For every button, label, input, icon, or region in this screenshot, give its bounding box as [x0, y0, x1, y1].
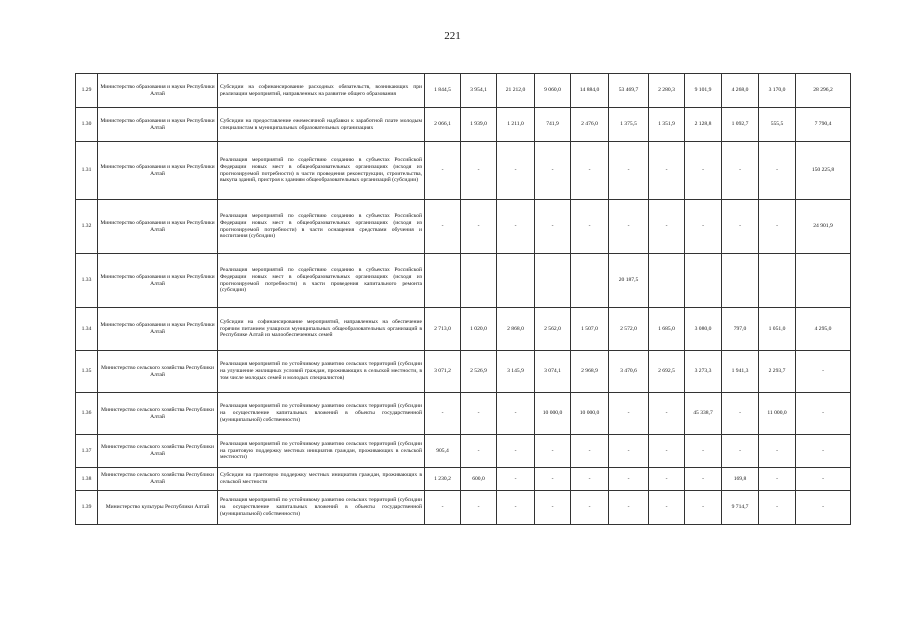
amount-cell: - — [685, 200, 722, 254]
amount-cell: 11 000,0 — [759, 393, 796, 435]
amount-cell: 1 211,0 — [497, 108, 535, 142]
amount-cell: - — [796, 435, 851, 468]
ministry-cell: Министерство образования и науки Республики Алтай — [98, 200, 218, 254]
amount-cell: 1 020,0 — [461, 308, 497, 351]
amount-cell: 2 066,1 — [425, 108, 461, 142]
amount-cell: 2 868,0 — [497, 308, 535, 351]
amount-cell: 1 844,5 — [425, 74, 461, 108]
amount-cell: - — [497, 142, 535, 200]
amount-cell: 9 060,0 — [535, 74, 571, 108]
amount-cell: - — [722, 393, 759, 435]
amount-cell: 1 939,0 — [461, 108, 497, 142]
ministry-cell: Министерство образования и науки Республики Алтай — [98, 254, 218, 308]
description-cell: Реализация мероприятий по устойчивому развитию сельских территорий (субсидии на улучшение жилищных условий граждан, проживающих в сельской местности, в том числе молодых семей и молодых специалистов) — [218, 351, 425, 393]
amount-cell: - — [796, 351, 851, 393]
table-row — [76, 108, 851, 142]
amount-cell: - — [759, 200, 796, 254]
table-row — [76, 74, 851, 108]
amount-cell: 2 293,7 — [759, 351, 796, 393]
amount-cell: 1 351,9 — [649, 108, 685, 142]
amount-cell: - — [535, 468, 571, 491]
amount-cell: - — [497, 468, 535, 491]
row-number: 1.31 — [76, 142, 98, 200]
amount-cell: 10 000,0 — [571, 393, 609, 435]
ministry-cell: Министерство сельского хозяйства Республики Алтай — [98, 393, 218, 435]
amount-cell: 20 187,5 — [609, 254, 649, 308]
table-row — [76, 351, 851, 393]
amount-cell: 2 692,5 — [649, 351, 685, 393]
amount-cell: 3 071,2 — [425, 351, 461, 393]
amount-cell: 3 074,1 — [535, 351, 571, 393]
amount-cell — [571, 254, 609, 308]
amount-cell: 2 476,0 — [571, 108, 609, 142]
description-cell: Реализация мероприятий по устойчивому развитию сельских территорий (субсидии на осуществление капитальных вложений в объекты государственной (муниципальной) собственности) — [218, 491, 425, 525]
ministry-cell: Министерство образования и науки Республики Алтай — [98, 308, 218, 351]
amount-cell: 2 572,0 — [609, 308, 649, 351]
amount-cell: 7 790,4 — [796, 108, 851, 142]
amount-cell: - — [685, 468, 722, 491]
amount-cell: 1 230,2 — [425, 468, 461, 491]
description-cell: Субсидии на софинансирование расходных обязательств, возникающих при реализации мероприятий, направленных на развитие общего образования — [218, 74, 425, 108]
amount-cell: 53 469,7 — [609, 74, 649, 108]
ministry-cell: Министерство сельского хозяйства Республики Алтай — [98, 351, 218, 393]
amount-cell: 2 128,8 — [685, 108, 722, 142]
amount-cell: - — [425, 200, 461, 254]
amount-cell: - — [759, 435, 796, 468]
amount-cell: 9 101,9 — [685, 74, 722, 108]
amount-cell: - — [609, 200, 649, 254]
amount-cell: 3 145,9 — [497, 351, 535, 393]
row-number: 1.36 — [76, 393, 98, 435]
ministry-cell: Министерство сельского хозяйства Республики Алтай — [98, 435, 218, 468]
row-number: 1.30 — [76, 108, 98, 142]
amount-cell — [796, 254, 851, 308]
amount-cell: - — [649, 491, 685, 525]
amount-cell: - — [759, 491, 796, 525]
amount-cell: 150 225,8 — [796, 142, 851, 200]
amount-cell: 9 714,7 — [722, 491, 759, 525]
ministry-cell: Министерство сельского хозяйства Республики Алтай — [98, 468, 218, 491]
table-row — [76, 200, 851, 254]
ministry-cell: Министерство культуры Республики Алтай — [98, 491, 218, 525]
amount-cell: - — [609, 142, 649, 200]
amount-cell: - — [685, 491, 722, 525]
amount-cell: - — [425, 142, 461, 200]
description-cell: Реализация мероприятий по содействию созданию в субъектах Российской Федерации новых мест в общеобразовательных организациях (исходя из прогнозируемой потребности) в части оснащения средствами обучения и воспитания (субсидии) — [218, 200, 425, 254]
table-row — [76, 393, 851, 435]
row-number: 1.29 — [76, 74, 98, 108]
description-cell: Реализация мероприятий по содействию созданию в субъектах Российской Федерации новых мест в общеобразовательных организациях (исходя из прогнозируемой потребности) в части проведения капитального ремонта (субсидии) — [218, 254, 425, 308]
amount-cell — [461, 254, 497, 308]
amount-cell: - — [796, 468, 851, 491]
description-cell: Реализация мероприятий по устойчивому развитию сельских территорий (субсидии на осуществление капитальных вложений в объекты государственной (муниципальной) собственности) — [218, 393, 425, 435]
amount-cell: 10 000,0 — [535, 393, 571, 435]
amount-cell: - — [571, 435, 609, 468]
ministry-cell: Министерство образования и науки Республики Алтай — [98, 74, 218, 108]
row-number: 1.38 — [76, 468, 98, 491]
amount-cell — [425, 254, 461, 308]
description-cell: Субсидии на предоставление ежемесячной надбавки к заработной плате молодым специалистам в муниципальных образовательных организациях — [218, 108, 425, 142]
amount-cell: 24 901,9 — [796, 200, 851, 254]
amount-cell: - — [571, 468, 609, 491]
amount-cell: - — [649, 468, 685, 491]
amount-cell: - — [649, 200, 685, 254]
amount-cell: - — [461, 435, 497, 468]
page-number: 221 — [444, 30, 461, 42]
amount-cell: - — [571, 142, 609, 200]
description-cell: Реализация мероприятий по содействию созданию в субъектах Российской Федерации новых мест в общеобразовательных организациях (исходя из прогнозируемой потребности) в части проведения реконструкции, строительства, выкупа зданий, пристроя к зданиям общеобразовательных организаций (субсидии) — [218, 142, 425, 200]
amount-cell: - — [497, 435, 535, 468]
amount-cell: 169,8 — [722, 468, 759, 491]
ministry-cell: Министерство образования и науки Республики Алтай — [98, 142, 218, 200]
table-row — [76, 142, 851, 200]
amount-cell: - — [571, 200, 609, 254]
amount-cell: - — [722, 435, 759, 468]
amount-cell: - — [609, 491, 649, 525]
table-row — [76, 254, 851, 308]
amount-cell: - — [461, 393, 497, 435]
ministry-cell: Министерство образования и науки Республики Алтай — [98, 108, 218, 142]
description-cell: Субсидии на софинансирование мероприятий, направленных на обеспечение горячим питанием учащихся муниципальных общеобразовательных организаций в Республике Алтай из малообеспеченных семей — [218, 308, 425, 351]
amount-cell: 3 273,3 — [685, 351, 722, 393]
amount-cell: - — [535, 435, 571, 468]
amount-cell: - — [535, 491, 571, 525]
amount-cell: - — [461, 142, 497, 200]
amount-cell: - — [649, 142, 685, 200]
amount-cell: - — [609, 393, 649, 435]
amount-cell: - — [649, 435, 685, 468]
amount-cell: 1 092,7 — [722, 108, 759, 142]
amount-cell: 2 562,0 — [535, 308, 571, 351]
table-row — [76, 308, 851, 351]
amount-cell: 2 280,3 — [649, 74, 685, 108]
amount-cell: - — [571, 491, 609, 525]
row-number: 1.32 — [76, 200, 98, 254]
amount-cell: 797,0 — [722, 308, 759, 351]
amount-cell: 1 685,0 — [649, 308, 685, 351]
amount-cell: 2 713,0 — [425, 308, 461, 351]
amount-cell: 2 526,9 — [461, 351, 497, 393]
amount-cell: 21 212,0 — [497, 74, 535, 108]
subsidy-table — [75, 73, 851, 525]
amount-cell: - — [759, 468, 796, 491]
table-row — [76, 491, 851, 525]
amount-cell: - — [759, 142, 796, 200]
description-cell: Реализация мероприятий по устойчивому развитию сельских территорий (субсидии на грантовую поддержку местных инициатив граждан, проживающих в сельской местности) — [218, 435, 425, 468]
amount-cell: - — [425, 393, 461, 435]
amount-cell: 3 470,6 — [609, 351, 649, 393]
amount-cell: 741,9 — [535, 108, 571, 142]
amount-cell: 3 080,0 — [685, 308, 722, 351]
amount-cell: - — [461, 491, 497, 525]
amount-cell: - — [685, 142, 722, 200]
amount-cell: - — [497, 393, 535, 435]
row-number: 1.34 — [76, 308, 98, 351]
amount-cell: 2 968,9 — [571, 351, 609, 393]
amount-cell: 4 268,0 — [722, 74, 759, 108]
amount-cell: 14 884,0 — [571, 74, 609, 108]
amount-cell: - — [609, 435, 649, 468]
amount-cell: 45 338,7 — [685, 393, 722, 435]
amount-cell: - — [685, 435, 722, 468]
row-number: 1.37 — [76, 435, 98, 468]
row-number: 1.35 — [76, 351, 98, 393]
amount-cell — [535, 254, 571, 308]
amount-cell: 4 295,0 — [796, 308, 851, 351]
amount-cell: 1 051,0 — [759, 308, 796, 351]
amount-cell: - — [497, 491, 535, 525]
amount-cell — [759, 254, 796, 308]
amount-cell: - — [535, 200, 571, 254]
amount-cell: 555,5 — [759, 108, 796, 142]
amount-cell: - — [609, 468, 649, 491]
amount-cell — [685, 254, 722, 308]
amount-cell: - — [796, 491, 851, 525]
amount-cell: - — [425, 491, 461, 525]
amount-cell: - — [497, 200, 535, 254]
amount-cell: - — [535, 142, 571, 200]
amount-cell: 28 296,2 — [796, 74, 851, 108]
row-number: 1.33 — [76, 254, 98, 308]
amount-cell: 600,0 — [461, 468, 497, 491]
amount-cell: 1 941,3 — [722, 351, 759, 393]
table-row — [76, 435, 851, 468]
amount-cell: 3 170,0 — [759, 74, 796, 108]
amount-cell: 3 954,1 — [461, 74, 497, 108]
amount-cell: - — [796, 393, 851, 435]
row-number: 1.39 — [76, 491, 98, 525]
amount-cell: 1 507,0 — [571, 308, 609, 351]
amount-cell: - — [722, 200, 759, 254]
amount-cell — [722, 254, 759, 308]
amount-cell: 905,4 — [425, 435, 461, 468]
amount-cell: - — [649, 393, 685, 435]
amount-cell: - — [722, 142, 759, 200]
amount-cell — [649, 254, 685, 308]
amount-cell: 1 375,5 — [609, 108, 649, 142]
description-cell: Субсидии на грантовую поддержку местных инициатив граждан, проживающих в сельской местности — [218, 468, 425, 491]
table-row — [76, 468, 851, 491]
amount-cell: - — [461, 200, 497, 254]
amount-cell — [497, 254, 535, 308]
